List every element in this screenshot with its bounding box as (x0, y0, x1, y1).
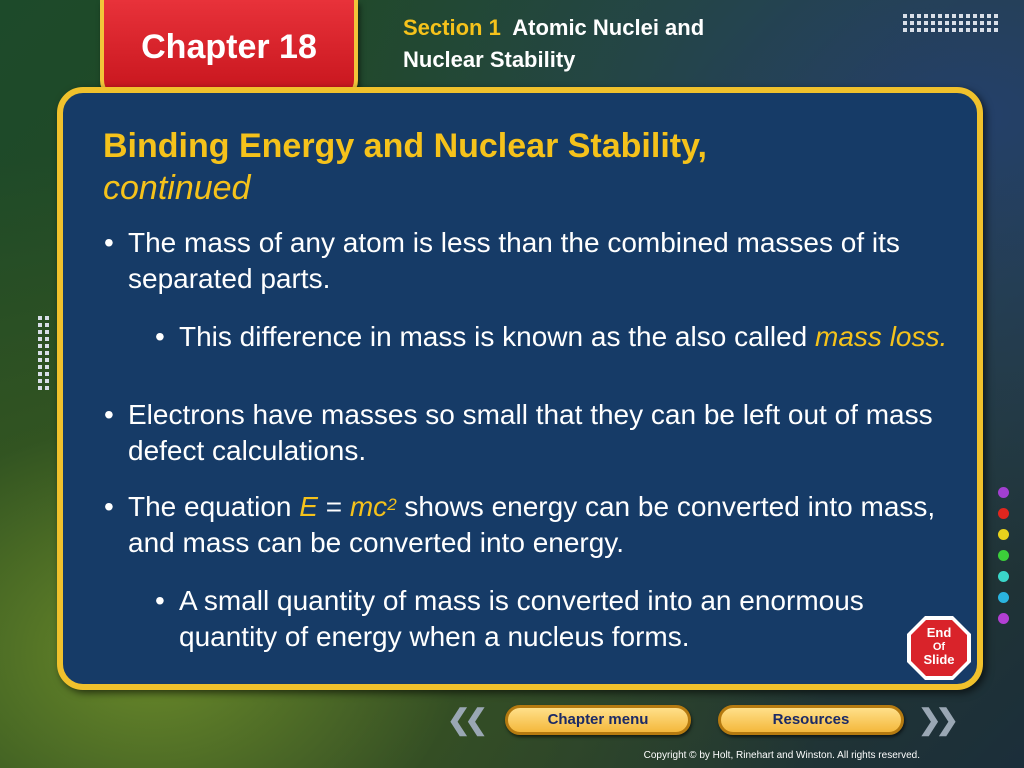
dot (994, 21, 998, 25)
term-mass-loss: mass loss. (815, 321, 948, 352)
dot (917, 14, 921, 18)
dot (924, 14, 928, 18)
equation-mc: mc (349, 491, 388, 522)
dot (910, 28, 914, 32)
double-chevron-left-icon[interactable]: ❮❮ (447, 704, 482, 735)
end-of-slide-line2: Of (932, 641, 946, 653)
dot (45, 365, 49, 369)
dot (45, 372, 49, 376)
section-title-line2: Nuclear Stability (403, 47, 576, 72)
dot (38, 323, 42, 327)
dot (917, 28, 921, 32)
dot (903, 28, 907, 32)
dot (931, 21, 935, 25)
color-dot-2 (998, 508, 1009, 519)
dot (903, 21, 907, 25)
dot (910, 21, 914, 25)
dot (966, 28, 970, 32)
dot (938, 28, 942, 32)
dot (924, 28, 928, 32)
dot (903, 14, 907, 18)
dot (38, 330, 42, 334)
dot (994, 28, 998, 32)
dot (945, 14, 949, 18)
dot (38, 351, 42, 355)
dot (45, 323, 49, 327)
resources-button[interactable]: Resources (718, 705, 904, 735)
equation-superscript: 2 (387, 495, 397, 514)
dot (987, 21, 991, 25)
dot (38, 365, 42, 369)
color-dot-3 (998, 529, 1009, 540)
dot (38, 337, 42, 341)
dot (45, 358, 49, 362)
color-dot-6 (998, 592, 1009, 603)
slide-title-continued: continued (103, 169, 251, 207)
dot (45, 337, 49, 341)
dot (45, 344, 49, 348)
dot (45, 386, 49, 390)
dot (973, 28, 977, 32)
chapter-menu-button[interactable]: Chapter menu (505, 705, 691, 735)
dot (973, 14, 977, 18)
dot (952, 21, 956, 25)
equation-e: E (299, 491, 318, 522)
section-header (403, 12, 704, 76)
dot (952, 14, 956, 18)
dot (945, 28, 949, 32)
dot (987, 28, 991, 32)
bullet-2: • Electrons have masses so small that they can be left out of mass defect calculations. (104, 399, 933, 466)
section-title-line1: Atomic Nuclei and (512, 15, 705, 40)
dot (945, 21, 949, 25)
bullet-1: • The mass of any atom is less than the combined masses of its separated parts. (104, 227, 900, 294)
dot (45, 316, 49, 320)
dot (966, 14, 970, 18)
color-dots (998, 487, 1010, 634)
dot (38, 386, 42, 390)
color-dot-7 (998, 613, 1009, 624)
sub-bullet-3-1: • A small quantity of mass is converted into an enormous quantity of energy when a nucleus forms. (155, 585, 864, 652)
dot (931, 28, 935, 32)
content-panel (57, 87, 983, 690)
section-label: Section 1 (403, 15, 501, 40)
dot (924, 21, 928, 25)
dot (931, 14, 935, 18)
dot (45, 379, 49, 383)
dot (45, 351, 49, 355)
slide-heading (103, 125, 707, 209)
dot (910, 14, 914, 18)
dot (952, 28, 956, 32)
dot (994, 14, 998, 18)
slide-title: Binding Energy and Nuclear Stability, (103, 127, 707, 165)
dot (938, 21, 942, 25)
dot (959, 14, 963, 18)
color-dot-1 (998, 487, 1009, 498)
chapter-label: Chapter 18 (141, 28, 317, 66)
dot (917, 21, 921, 25)
end-of-slide-line3: Slide (923, 652, 955, 667)
dot (980, 28, 984, 32)
dot (938, 14, 942, 18)
decorative-dots-left (38, 316, 49, 390)
dot (38, 316, 42, 320)
dot (38, 358, 42, 362)
color-dot-4 (998, 550, 1009, 561)
dot (45, 330, 49, 334)
decorative-dots-top-right (903, 14, 998, 32)
dot (973, 21, 977, 25)
dot (980, 14, 984, 18)
dot (38, 344, 42, 348)
dot (959, 21, 963, 25)
dot (38, 372, 42, 376)
double-chevron-right-icon[interactable]: ❯❯ (918, 704, 953, 735)
bullet-3: • The equation $E = mc^2$ shows energy can be converted into mass, and mass can be converted into energy. (104, 491, 936, 558)
dot (987, 14, 991, 18)
dot (966, 21, 970, 25)
dot (959, 28, 963, 32)
dot (38, 379, 42, 383)
copyright-text: Copyright © by Holt, Rinehart and Winston. All rights reserved. (643, 750, 920, 761)
end-of-slide-stop-sign[interactable] (905, 614, 973, 682)
dot (980, 21, 984, 25)
color-dot-5 (998, 571, 1009, 582)
end-of-slide-line1: End (926, 625, 952, 640)
sub-bullet-1-1: • This difference in mass is known as the also called mass loss. (155, 321, 948, 352)
